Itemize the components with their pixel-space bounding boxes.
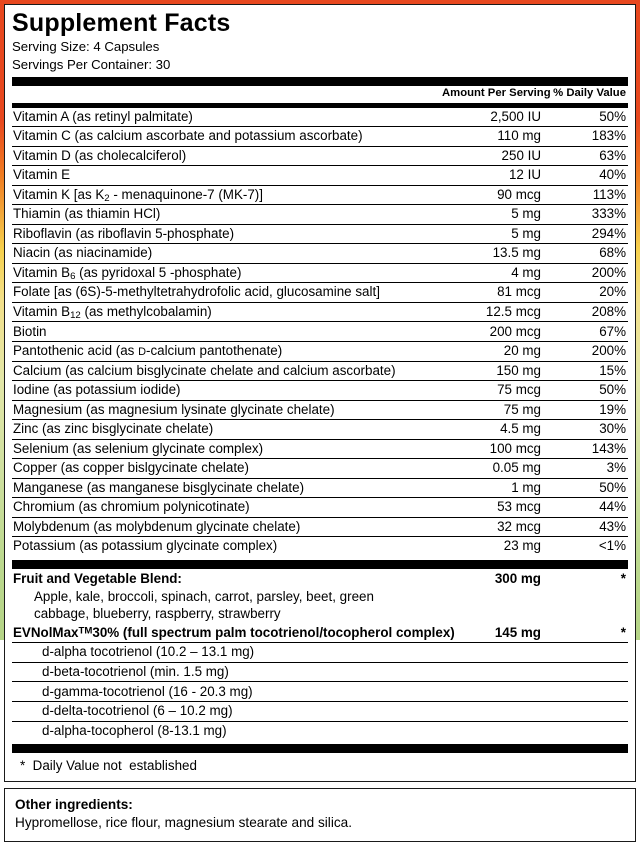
blend-name: Fruit and Vegetable Blend: — [13, 570, 182, 586]
proprietary-blend-table — [12, 569, 628, 740]
nutrient-name: Vitamin A (as retinyl palmitate) — [13, 108, 193, 124]
column-header-nutrient — [12, 86, 442, 101]
nutrient-name: Biotin — [12, 322, 442, 342]
table-row — [12, 381, 628, 401]
blend-component-daily-value — [546, 701, 628, 721]
table-row — [12, 108, 628, 127]
blend-daily-value: * — [620, 624, 626, 640]
nutrient-name: Folate [as (6S)-5-methyltetrahydrofolic acid, glucosamine salt] — [12, 283, 442, 303]
nutrient-amount: 4.5 mg — [442, 420, 546, 440]
nutrient-daily-value: 19% — [546, 400, 628, 420]
nutrient-rows-table — [12, 108, 628, 556]
blend-row — [12, 569, 628, 588]
table-row — [12, 185, 628, 205]
nutrient-amount: 110 mg — [442, 127, 546, 147]
nutrient-daily-value: 208% — [546, 302, 628, 322]
blend-component-name: d-delta-tocotrienol (6 – 10.2 mg) — [12, 701, 442, 721]
daily-value-footnote: * Daily Value not established — [20, 758, 197, 774]
nutrient-amount: 23 mg — [442, 537, 546, 556]
serving-size-text: Serving Size: 4 Capsules — [12, 39, 160, 54]
nutrient-amount: 0.05 mg — [442, 459, 546, 479]
table-row — [12, 361, 628, 381]
spacer-cell — [442, 606, 546, 623]
table-row — [12, 439, 628, 459]
nutrient-name: Chromium (as chromium polynicotinate) — [12, 498, 442, 518]
nutrient-daily-value: 68% — [546, 244, 628, 264]
nutrient-daily-value: 200% — [546, 263, 628, 283]
nutrient-daily-value: 113% — [546, 185, 628, 205]
heavy-rule-before-blends — [12, 560, 628, 569]
nutrient-amount: 4 mg — [442, 263, 546, 283]
nutrient-amount: 250 IU — [442, 146, 546, 166]
blend-name: EVNolMax™30% (full spectrum palm tocotrienol/tocopherol complex) — [13, 624, 455, 640]
blend-component-amount — [442, 643, 546, 663]
nutrient-amount: 75 mcg — [442, 381, 546, 401]
nutrient-daily-value: 15% — [546, 361, 628, 381]
nutrient-daily-value: 43% — [546, 517, 628, 537]
blend-component-daily-value — [546, 682, 628, 702]
table-row — [12, 205, 628, 225]
blend-component-name: d-beta-tocotrienol (min. 1.5 mg) — [12, 662, 442, 682]
other-ingredients-body: Hypromellose, rice flour, magnesium stearate and silica. — [15, 815, 352, 831]
table-row — [12, 459, 628, 479]
nutrient-name: Niacin (as niacinamide) — [12, 244, 442, 264]
table-row — [12, 244, 628, 264]
nutrient-name: Vitamin $B_6$ (as pyridoxal 5 -phosphate) — [12, 263, 442, 283]
blend-component-name: d-gamma-tocotrienol (16 - 20.3 mg) — [12, 682, 442, 702]
nutrient-daily-value: 50% — [546, 381, 628, 401]
table-row — [12, 341, 628, 361]
table-row — [12, 302, 628, 322]
nutrient-amount: 200 mcg — [442, 322, 546, 342]
table-row — [12, 400, 628, 420]
nutrient-name: Molybdenum (as molybdenum glycinate chelate) — [12, 517, 442, 537]
table-row — [12, 537, 628, 556]
table-header-row — [12, 86, 628, 101]
blend-row — [12, 623, 628, 643]
spacer-cell — [546, 606, 628, 623]
nutrient-amount: 100 mcg — [442, 439, 546, 459]
blend-component-row — [12, 643, 628, 663]
blend-component-daily-value — [546, 643, 628, 663]
blend-daily-value: * — [620, 570, 626, 586]
table-row — [12, 263, 628, 283]
page-title: Supplement Facts — [12, 9, 231, 37]
nutrient-daily-value: 63% — [546, 146, 628, 166]
heavy-rule-before-footnote — [12, 744, 628, 753]
nutrient-daily-value: 44% — [546, 498, 628, 518]
nutrient-name: Riboflavin (as riboflavin 5-phosphate) — [12, 224, 442, 244]
blend-component-amount — [442, 721, 546, 740]
table-row — [12, 166, 628, 186]
nutrient-name: Potassium (as potassium glycinate complex) — [12, 537, 442, 556]
nutrient-daily-value: 40% — [546, 166, 628, 186]
blend-component-row — [12, 662, 628, 682]
blend-component-daily-value — [546, 662, 628, 682]
nutrient-amount: 12.5 mcg — [442, 302, 546, 322]
nutrient-name: Copper (as copper bislgycinate chelate) — [12, 459, 442, 479]
table-row — [12, 283, 628, 303]
blend-component-amount — [442, 662, 546, 682]
nutrient-name: Selenium (as selenium glycinate complex) — [12, 439, 442, 459]
blend-subline-row — [12, 588, 628, 605]
nutrient-daily-value: 294% — [546, 224, 628, 244]
nutrient-daily-value: 67% — [546, 322, 628, 342]
spacer-cell — [442, 588, 546, 605]
nutrient-amount: 20 mg — [442, 341, 546, 361]
nutrient-daily-value: 3% — [546, 459, 628, 479]
nutrient-daily-value: 30% — [546, 420, 628, 440]
table-row — [12, 498, 628, 518]
table-row — [12, 322, 628, 342]
nutrient-name: Magnesium (as magnesium lysinate glycinate chelate) — [12, 400, 442, 420]
nutrient-name: Thiamin (as thiamin HCl) — [12, 205, 442, 225]
table-row — [12, 146, 628, 166]
nutrient-name: Zinc (as zinc bisglycinate chelate) — [12, 420, 442, 440]
nutrient-amount: 12 IU — [442, 166, 546, 186]
nutrient-daily-value: 183% — [546, 127, 628, 147]
nutrient-name: Vitamin C (as calcium ascorbate and potassium ascorbate) — [12, 127, 442, 147]
nutrient-name: Iodine (as potassium iodide) — [12, 381, 442, 401]
nutrient-daily-value: 50% — [599, 108, 626, 124]
nutrient-amount: 32 mcg — [442, 517, 546, 537]
nutrient-daily-value: 50% — [546, 478, 628, 498]
nutrient-amount: 150 mg — [442, 361, 546, 381]
nutrient-name: Vitamin D (as cholecalciferol) — [12, 146, 442, 166]
blend-component-name: d-alpha tocotrienol (10.2 – 13.1 mg) — [12, 643, 442, 663]
nutrient-amount: 90 mcg — [442, 185, 546, 205]
blend-component-row — [12, 721, 628, 740]
blend-subline-row — [12, 606, 628, 623]
nutrient-amount: 5 mg — [442, 205, 546, 225]
other-ingredients-title: Other ingredients: — [15, 797, 133, 813]
nutrient-amount: 13.5 mg — [442, 244, 546, 264]
nutrient-daily-value: 20% — [546, 283, 628, 303]
blend-component-row — [12, 682, 628, 702]
blend-subline: Apple, kale, broccoli, spinach, carrot, parsley, beet, green — [34, 588, 374, 604]
table-row — [12, 420, 628, 440]
column-header-daily-value: % Daily Value — [553, 87, 626, 100]
nutrient-name: Vitamin E — [12, 166, 442, 186]
nutrient-daily-value: 333% — [546, 205, 628, 225]
nutrient-amount: 5 mg — [442, 224, 546, 244]
blend-component-amount — [442, 701, 546, 721]
label-panel-stack — [4, 4, 636, 831]
blend-amount: 300 mg — [494, 570, 541, 586]
other-ingredients-panel — [4, 788, 636, 842]
nutrient-name: Calcium (as calcium bisglycinate chelate and calcium ascorbate) — [12, 361, 442, 381]
blend-subline: cabbage, blueberry, raspberry, strawberry — [34, 606, 281, 622]
nutrition-table — [12, 86, 628, 101]
nutrient-daily-value: <1% — [546, 537, 628, 556]
nutrient-daily-value: 200% — [546, 341, 628, 361]
servings-per-container-text: Servings Per Container: 30 — [12, 56, 171, 72]
nutrient-name: Manganese (as manganese bisglycinate chelate) — [12, 478, 442, 498]
table-row — [12, 478, 628, 498]
blend-amount: 145 mg — [494, 624, 541, 640]
nutrient-amount: 75 mg — [442, 400, 546, 420]
blend-component-row — [12, 701, 628, 721]
table-row — [12, 224, 628, 244]
nutrient-name: Vitamin K [as $K_2$ - menaquinone-7 (MK-7)] — [12, 185, 442, 205]
nutrient-amount: 2,500 IU — [490, 108, 541, 124]
nutrient-amount: 81 mcg — [442, 283, 546, 303]
supplement-facts-panel — [4, 4, 636, 782]
blend-component-daily-value — [546, 721, 628, 740]
nutrient-name: Pantothenic acid (as D-calcium pantothenate) — [12, 341, 442, 361]
nutrient-name: Vitamin $B_{12}$ (as methylcobalamin) — [12, 302, 442, 322]
nutrient-daily-value: 143% — [546, 439, 628, 459]
table-row — [12, 127, 628, 147]
spacer-cell — [546, 588, 628, 605]
nutrient-amount: 53 mcg — [442, 498, 546, 518]
heavy-rule-top — [12, 77, 628, 86]
nutrient-amount: 1 mg — [442, 478, 546, 498]
column-header-amount: Amount Per Serving — [442, 87, 551, 100]
table-row — [12, 517, 628, 537]
blend-component-name: d-alpha-tocopherol (8-13.1 mg) — [12, 721, 442, 740]
blend-component-amount — [442, 682, 546, 702]
